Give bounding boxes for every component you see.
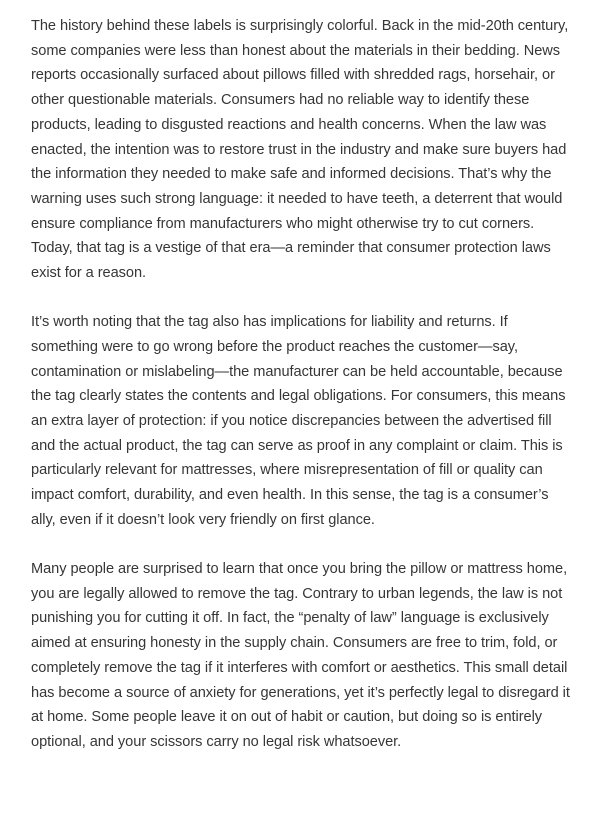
paragraph-history: The history behind these labels is surprisingly colorful. Back in the mid-20th century, some companies were less than honest about the materials in their bedding. News reports occasionally surfaced about pillows filled with shredded rags, horsehair, or other questionable materials. Consumers had no reliable way to identify these products, leading to disgusted reactions and health concerns. When the law was enacted, the intention was to restore trust in the industry and make sure buyers had the information they needed to make safe and informed decisions. That’s why the warning uses such strong language: it needed to have teeth, a deterrent that would ensure compliance from manufacturers who might otherwise try to cut corners. Today, that tag is a vestige of that era—a reminder that consumer protection laws exist for a reason. (31, 18, 569, 282)
article-body (31, 14, 576, 779)
paragraph-liability: It’s worth noting that the tag also has implications for liability and returns. If something were to go wrong before the product reaches the customer—say, contamination or mislabeling—the manufacturer can be held accountable, because the tag clearly states the contents and legal obligations. For consumers, this means an extra layer of protection: if you notice discrepancies between the advertised fill and the actual product, the tag can serve as proof in any complaint or claim. This is particularly relevant for mattresses, where misrepresentation of fill or quality can impact comfort, durability, and even health. In this sense, the tag is a consumer’s ally, even if it doesn’t look very friendly on first glance. (31, 314, 566, 528)
paragraph-removal: Many people are surprised to learn that once you bring the pillow or mattress home, you are legally allowed to remove the tag. Contrary to urban legends, the law is not punishing you for cutting it off. In fact, the “penalty of law” language is exclusively aimed at ensuring honesty in the supply chain. Consumers are free to trim, fold, or completely remove the tag if it interferes with comfort or aesthetics. This small detail has become a source of anxiety for generations, yet it’s perfectly legal to disregard it at home. Some people leave it on out of habit or caution, but doing so is entirely optional, and your scissors carry no legal risk whatsoever. (31, 561, 570, 750)
